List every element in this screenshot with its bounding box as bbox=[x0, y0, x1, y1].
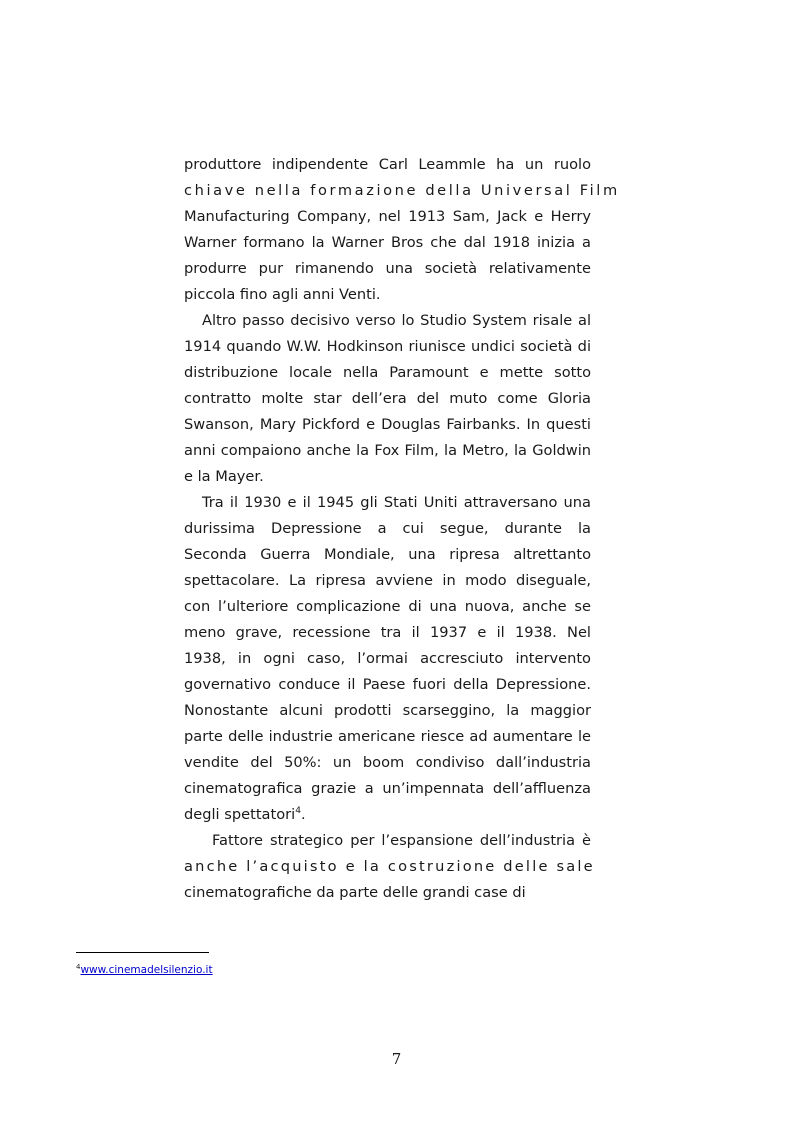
text-line: governativo conduce il Paese fuori della Depressione. bbox=[184, 676, 591, 693]
paragraph-2 bbox=[184, 308, 591, 490]
text-line: Tra il 1930 e il 1945 gli Stati Uniti attraversano una bbox=[202, 494, 591, 511]
text-line: Warner formano la Warner Bros che dal 1918 inizia a bbox=[184, 234, 591, 251]
paragraph-1 bbox=[184, 152, 620, 308]
footnote-separator bbox=[76, 952, 209, 953]
text-line: meno grave, recessione tra il 1937 e il 1938. Nel bbox=[184, 624, 591, 641]
text-line: cinematografiche da parte delle grandi case di bbox=[184, 884, 526, 901]
text-line: vendite del 50%: un boom condiviso dall’industria bbox=[184, 754, 591, 771]
text-line: anche l’acquisto e la costruzione delle sale bbox=[184, 858, 595, 875]
text-line: piccola fino agli anni Venti. bbox=[184, 286, 381, 303]
text-line: chiave nella formazione della Universal Film bbox=[184, 182, 620, 199]
text-line: Altro passo decisivo verso lo Studio System risale al bbox=[202, 312, 591, 329]
sentence-end: . bbox=[300, 806, 306, 823]
text-line: durissima Depressione a cui segue, durante la bbox=[184, 520, 591, 537]
text-line-content: degli spettatori bbox=[184, 806, 296, 823]
text-line: 1938, in ogni caso, l’ormai accresciuto intervento bbox=[184, 650, 591, 667]
text-line: con l’ulteriore complicazione di una nuova, anche se bbox=[184, 598, 591, 615]
text-line: Seconda Guerra Mondiale, una ripresa altrettanto bbox=[184, 546, 591, 563]
text-line: Manufacturing Company, nel 1913 Sam, Jack e Herry bbox=[184, 208, 591, 225]
text-line: contratto molte star dell’era del muto come Gloria bbox=[184, 390, 591, 407]
text-line: Fattore strategico per l’espansione dell’industria è bbox=[212, 832, 591, 849]
text-line: cinematografica grazie a un’impennata dell’affluenza bbox=[184, 780, 591, 797]
text-line: parte delle industrie americane riesce ad aumentare le bbox=[184, 728, 591, 745]
text-line: anni compaiono anche la Fox Film, la Metro, la Goldwin bbox=[184, 442, 591, 459]
text-line: spettacolare. La ripresa avviene in modo diseguale, bbox=[184, 572, 591, 589]
text-line: produrre pur rimanendo una società relativamente bbox=[184, 260, 591, 277]
page-number: 7 bbox=[391, 1050, 402, 1068]
footnote-link[interactable]: www.cinemadelsilenzio.it bbox=[80, 964, 213, 976]
paragraph-3 bbox=[184, 490, 591, 828]
text-line: Nonostante alcuni prodotti scarseggino, la maggior bbox=[184, 702, 591, 719]
footnote bbox=[76, 963, 213, 977]
text-line: 1914 quando W.W. Hodkinson riunisce undici società di bbox=[184, 338, 591, 355]
text-line: Swanson, Mary Pickford e Douglas Fairbanks. In questi bbox=[184, 416, 591, 433]
text-line: e la Mayer. bbox=[184, 468, 264, 485]
text-line: produttore indipendente Carl Leammle ha un ruolo bbox=[184, 156, 591, 173]
text-line bbox=[184, 802, 591, 828]
body-text bbox=[184, 152, 620, 906]
paragraph-4 bbox=[184, 828, 595, 906]
footnote-marker: 4 bbox=[76, 963, 81, 971]
text-line: distribuzione locale nella Paramount e mette sotto bbox=[184, 364, 591, 381]
footnote-reference[interactable]: 4 bbox=[295, 806, 301, 816]
